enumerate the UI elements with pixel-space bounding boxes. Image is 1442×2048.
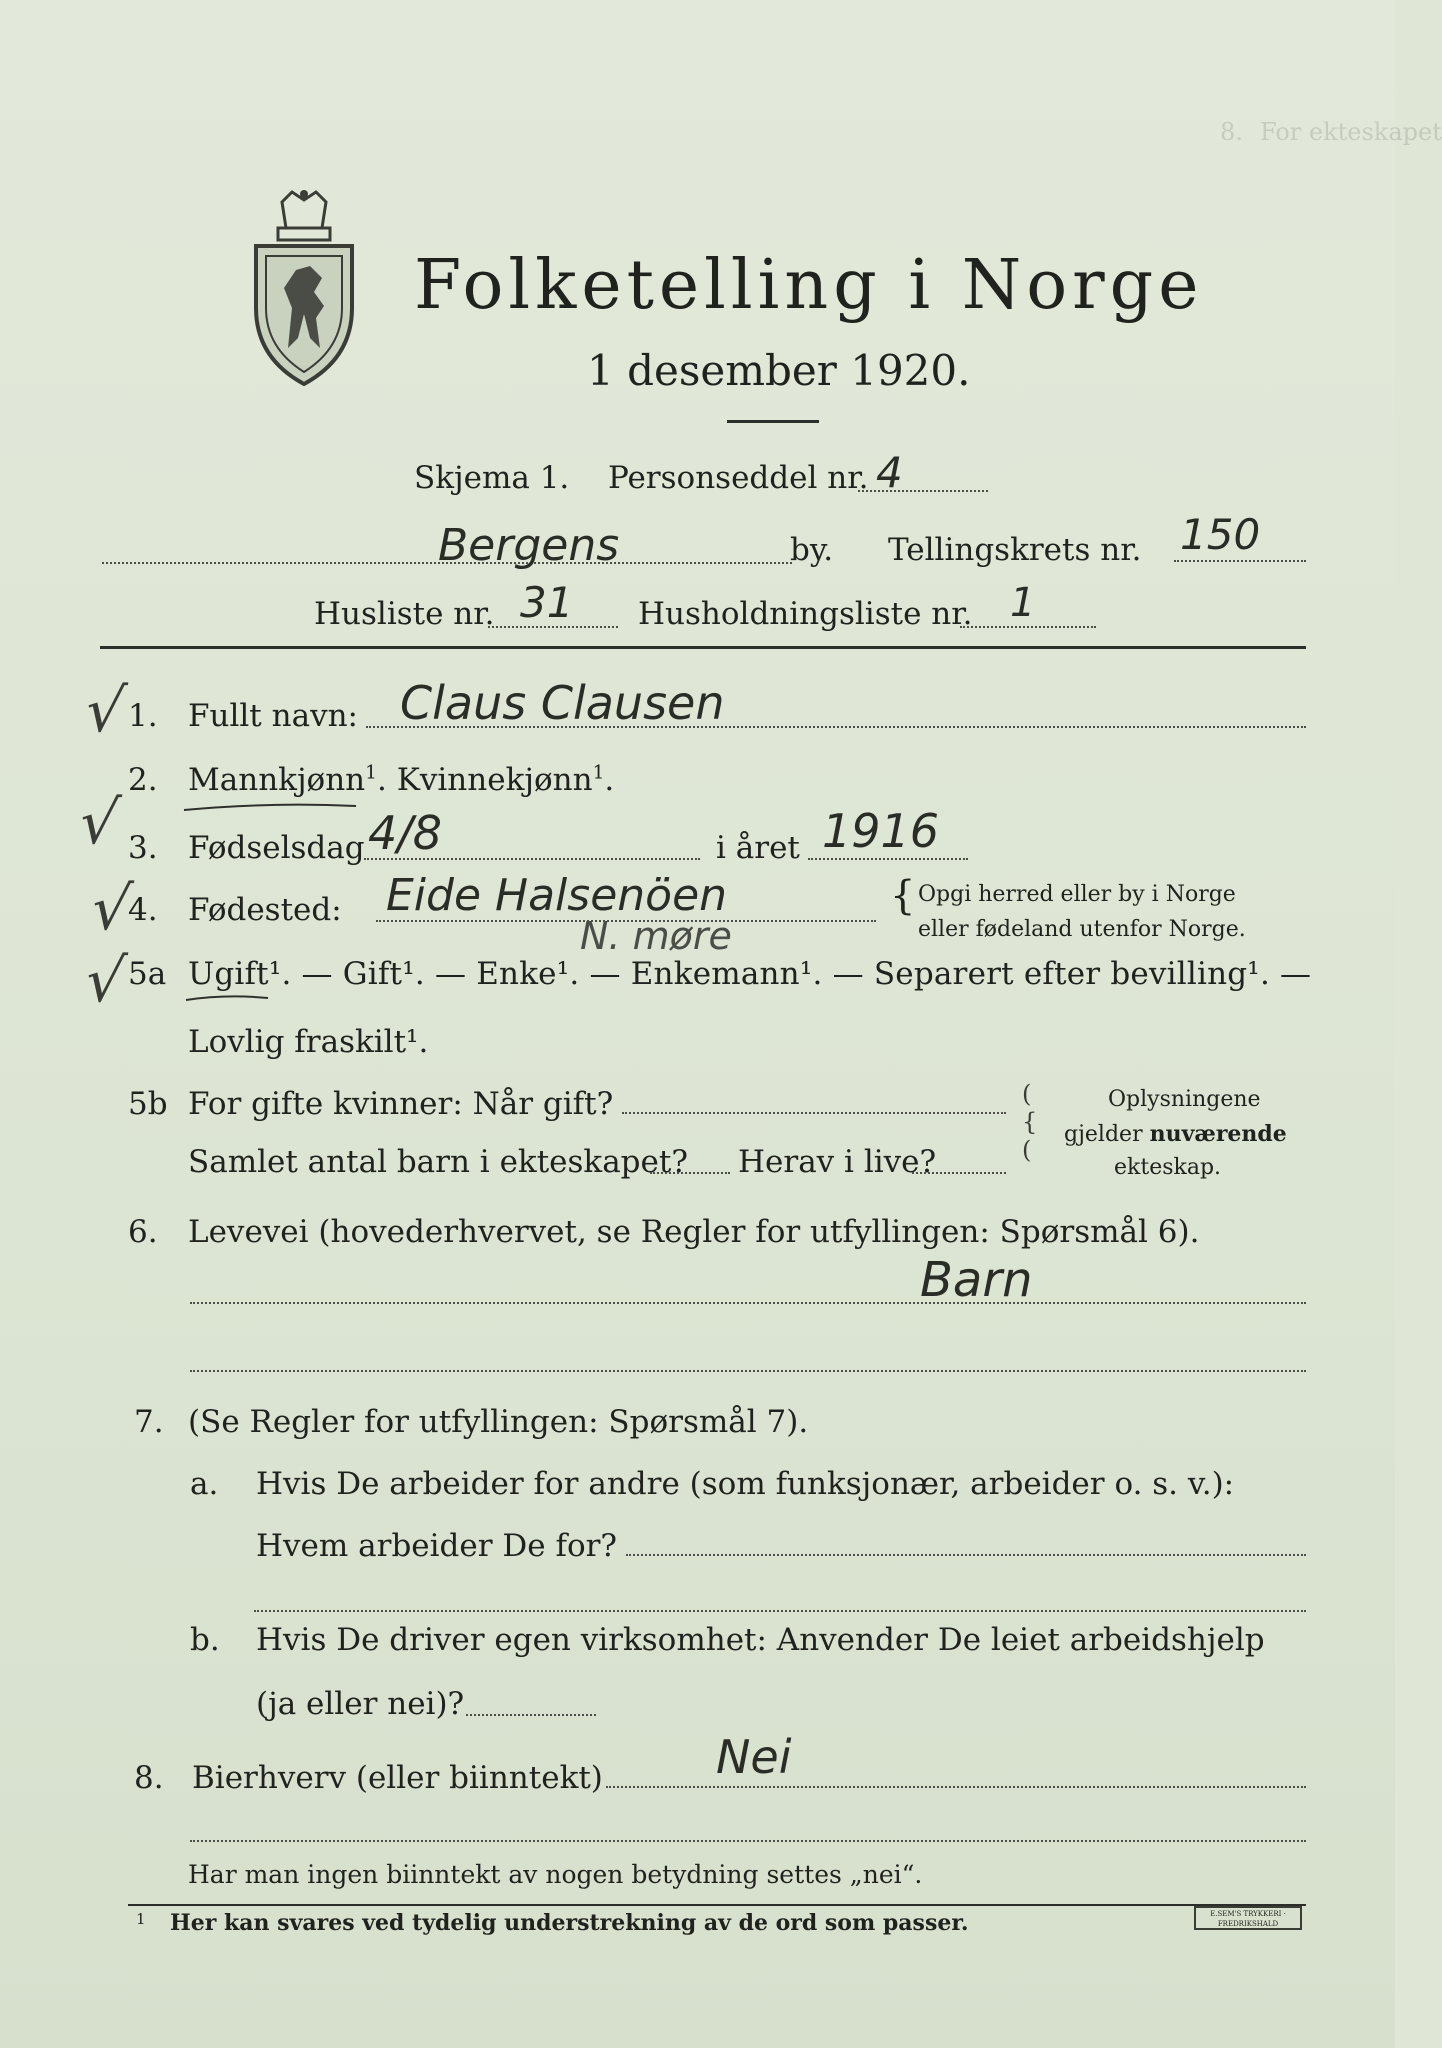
q5b-note-line2: gjelder nuværende (1064, 1121, 1287, 1147)
q4-note-brace: { (890, 873, 916, 919)
male-underline-mark (180, 800, 360, 820)
q6-label: Levevei (hovederhvervet, se Regler for utfyllingen: Spørsmål 6). (188, 1214, 1200, 1250)
ugift-underline-mark (184, 992, 270, 1006)
q5b-note-line3: ekteskap. (1114, 1155, 1222, 1180)
check-mark-icon: √ (75, 788, 124, 858)
q5a-options-line2: Lovlig fraskilt¹. (188, 1024, 429, 1060)
schema-label: Skjema 1. (414, 460, 570, 496)
q5b-label: For gifte kvinner: Når gift? (188, 1086, 614, 1122)
q8-number: 8. (134, 1760, 164, 1796)
q6-number: 6. (128, 1214, 158, 1250)
q4-label: Fødested: (188, 892, 342, 928)
form-title: Folketelling i Norge (414, 246, 1204, 325)
q5b-number: 5b (128, 1086, 168, 1122)
q8-value: Nei (716, 1730, 792, 1784)
husliste-value: 31 (520, 578, 574, 627)
q7b-text2: (ja eller nei)? (256, 1686, 465, 1722)
check-mark-icon: √ (81, 946, 130, 1016)
q4-number: 4. (128, 892, 158, 928)
q3-year-value: 1916 (822, 804, 940, 858)
bleed-through-text: 8. (1220, 118, 1243, 146)
q1-label: Fullt navn: (188, 698, 358, 734)
printer-stamp: E.SEM'S TRYKKERI · FREDRIKSHALD (1194, 1906, 1302, 1930)
q1-value: Claus Clausen (400, 676, 725, 730)
footer-divider (128, 1904, 1306, 1906)
q3-label: Fødselsdag (188, 830, 365, 866)
husholdningsliste-line (960, 626, 1096, 628)
personseddel-label: Personseddel nr. (608, 460, 869, 496)
krets-value: 150 (1180, 510, 1261, 559)
footnote-text: Her kan svares ved tydelig understrekning av de ord som passer. (170, 1910, 969, 1936)
footer-note: Har man ingen biinntekt av nogen betydning settes „nei“. (188, 1860, 923, 1889)
q6-line1 (190, 1302, 1306, 1304)
q4-value-extra: N. møre (580, 914, 732, 958)
q2-number: 2. (128, 762, 158, 798)
q5b-alive-label: Herav i live? (738, 1144, 937, 1180)
q8-line2 (190, 1840, 1306, 1842)
q7b-text: Hvis De driver egen virksomhet: Anvender De leiet arbeidshjelp (256, 1622, 1265, 1658)
city-value: Bergens (438, 520, 620, 571)
q7b-line (466, 1714, 596, 1716)
q7b-letter: b. (190, 1622, 220, 1658)
q3-year-line (808, 858, 968, 860)
title-divider (727, 420, 819, 423)
q5b-note-brace: ( { ( (1022, 1080, 1038, 1164)
q6-value: Barn (920, 1252, 1033, 1308)
q7a-text2: Hvem arbeider De for? (256, 1528, 618, 1564)
q3-number: 3. (128, 830, 158, 866)
q1-number: 1. (128, 698, 158, 734)
check-mark-icon: √ (87, 874, 136, 944)
husliste-label: Husliste nr. (314, 596, 495, 632)
q7a-text: Hvis De arbeider for andre (som funksjonær, arbeider o. s. v.): (256, 1466, 1235, 1502)
coat-of-arms-icon (248, 188, 360, 388)
q5b-alive-line (912, 1172, 1006, 1174)
q6-line2 (190, 1370, 1306, 1372)
female-option: Kvinnekjønn (396, 762, 593, 798)
q5b-children-label: Samlet antal barn i ekteskapet? (188, 1144, 688, 1180)
male-option: Mannkjønn (188, 762, 366, 798)
q7-number: 7. (134, 1404, 164, 1440)
q5b-married-line (622, 1112, 1006, 1114)
q5b-note-line1: Oplysningene (1108, 1087, 1261, 1112)
q8-label: Bierhverv (eller biinntekt) (192, 1760, 603, 1796)
q3-year-label: i året (716, 830, 800, 866)
q7a-line2 (254, 1610, 1306, 1612)
q5a-options: Ugift¹. — Gift¹. — Enke¹. — Enkemann¹. — Separert efter bevilling¹. — (188, 956, 1312, 992)
q4-value: Eide Halsenöen (386, 870, 728, 921)
q3-value: 4/8 (368, 806, 443, 860)
census-form-page: 8. For ekteskapet Folketelling i Norge 1 desember 1920. Skjema 1. Personseddel nr. 4 Bergens by. Tellingskrets nr. 150 Husliste nr. 31 Husholdningsliste nr. 1 √ √ √ √ 1. Fullt navn: Claus Clausen 2. Mannkjønn$^1$. Kvinnekjønn$^1$. 3. Fødselsdag 4/8 i året 1916 4. Fødested: Eide Halsenöen N. møre { Opgi herred eller by i Norge eller fødeland utenfor Norge. 5a Ugift¹. — Gift¹. — Enke¹. — Enkemann¹. — Separert efter bevilling¹. — Lovlig fraskilt¹. 5b For gifte kvinner: Når gift? Samlet antal barn i ekteskapet? Herav i live? ( { ( Oplysningene gjelder nuværende ekteskap. 6. Levevei (hovederhvervet, se Regler for utfyllingen: Spørsmål 6). Barn 7. (Se Regler for utfyllingen: Spørsmål 7). a. Hvis De arbeider for andre (som funksjonær, arbeider o. s. v.): Hvem arbeider De for? b. Hvis De driver egen virksomhet: Anvender De leiet arbeidshjelp (ja eller nei)? 8. Bierhverv (eller biinntekt) Nei Har man ingen biinntekt av nogen betydning settes „nei“. 1 Her kan svares ved tydelig understrekning av de ord som passer. E.SEM'S TRYKKERI · FREDRIKSHALD (0, 0, 1395, 2048)
personseddel-value: 4 (876, 448, 903, 497)
krets-line (1174, 560, 1306, 562)
q5a-number: 5a (128, 956, 167, 992)
q4-note-line1: Opgi herred eller by i Norge (918, 882, 1236, 907)
q7a-line1 (626, 1554, 1306, 1556)
form-date: 1 desember 1920. (587, 346, 971, 395)
q4-note-line2: eller fødeland utenfor Norge. (918, 917, 1246, 942)
q7-label: (Se Regler for utfyllingen: Spørsmål 7). (188, 1404, 809, 1440)
q7a-letter: a. (190, 1466, 219, 1502)
section-divider (100, 646, 1306, 649)
footnote-mark: 1 (136, 1910, 146, 1928)
husholdningsliste-value: 1 (1010, 580, 1036, 626)
check-mark-icon: √ (81, 676, 130, 746)
city-suffix: by. (790, 532, 834, 568)
q2-label: Mannkjønn$^1$. Kvinnekjønn$^1$. (188, 762, 615, 798)
q8-line1 (606, 1786, 1306, 1788)
q5b-children-line (650, 1172, 730, 1174)
krets-label: Tellingskrets nr. (888, 532, 1142, 568)
husholdningsliste-label: Husholdningsliste nr. (638, 596, 973, 632)
